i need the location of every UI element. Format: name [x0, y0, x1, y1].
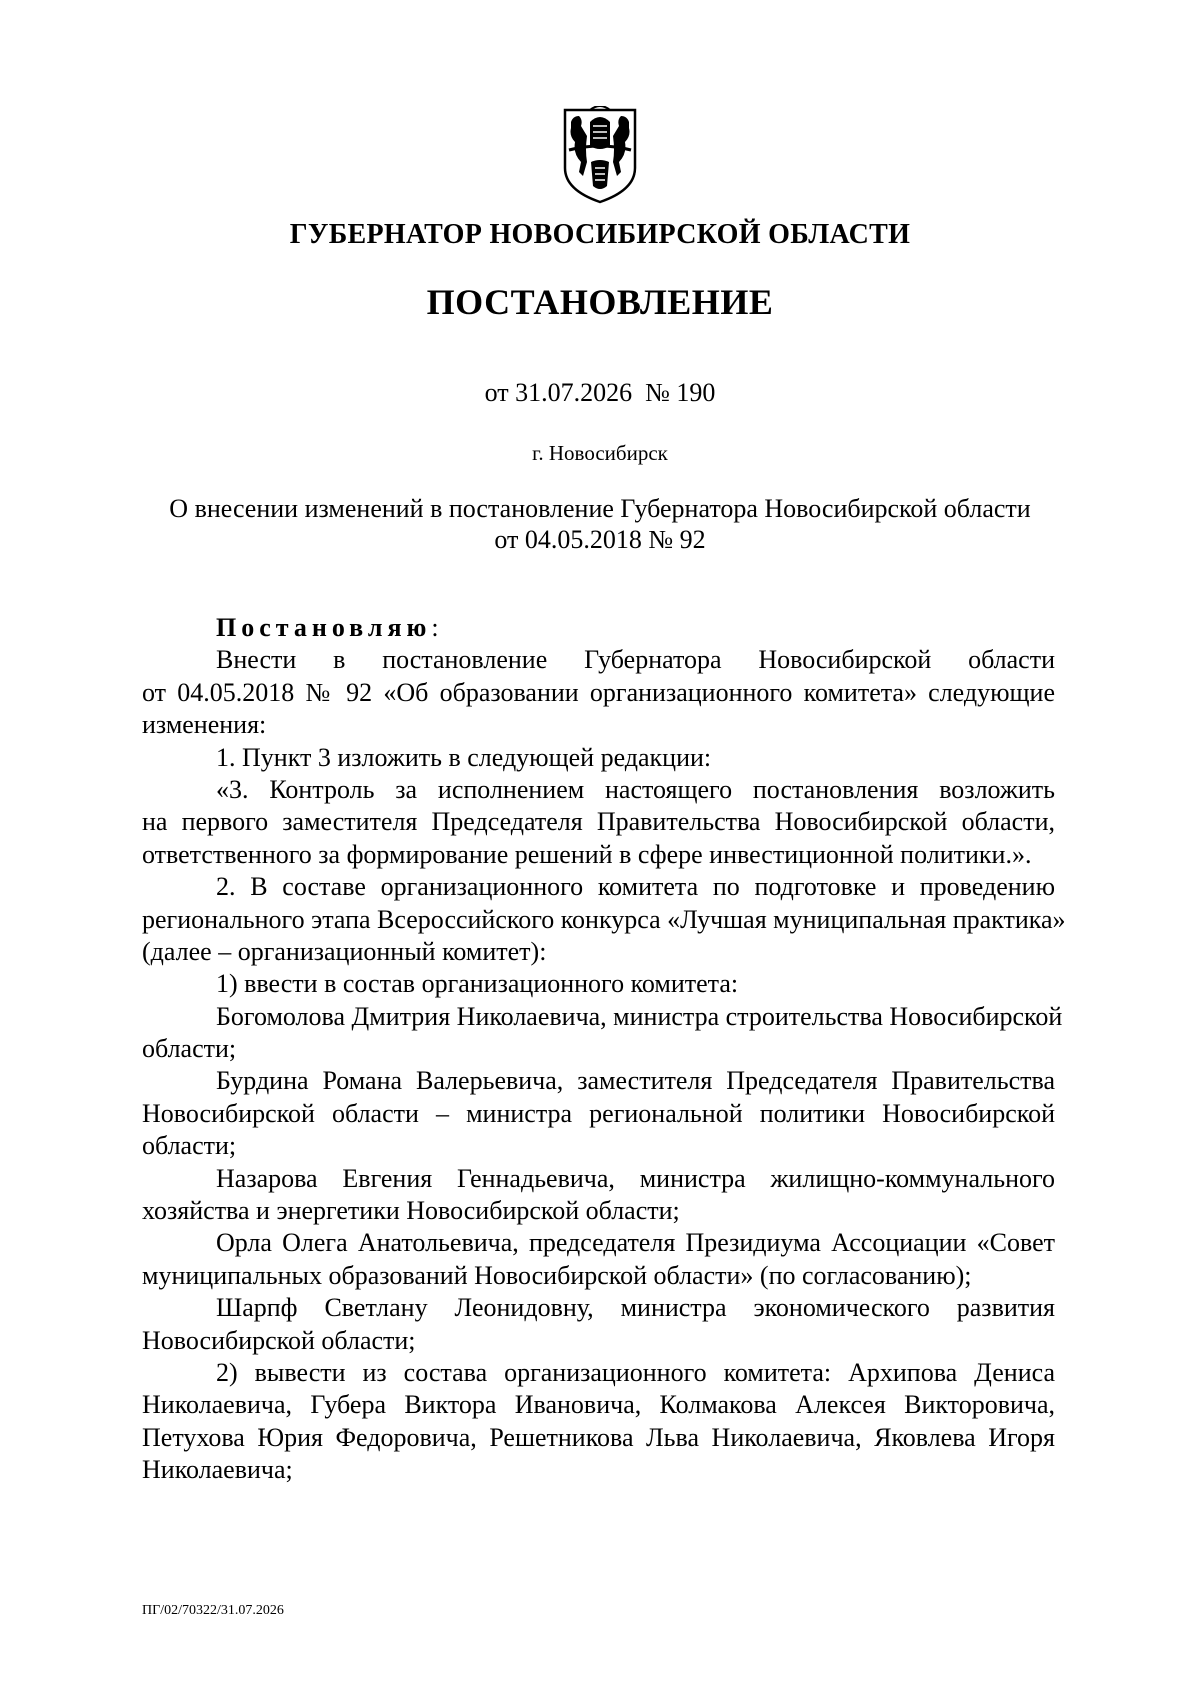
decree-heading — [142, 612, 1055, 644]
document-subject — [0, 493, 1200, 555]
document-date-number: от 31.07.2026 № 190 — [484, 378, 716, 407]
body-line: (далее – организационный комитет): — [142, 936, 547, 966]
body-line: Шарпф Светлану Леонидовну, министра экономического развития — [216, 1293, 1055, 1323]
body-line: Николаевича, Губера Виктора Ивановича, Колмакова Алексея Викторовича, — [142, 1390, 1055, 1420]
body-line: Новосибирской области – министра региональной политики Новосибирской — [142, 1098, 1055, 1128]
body-line: Внести в постановление Губернатора Новосибирской области — [216, 645, 1055, 675]
coat-of-arms-icon — [559, 106, 641, 204]
document-type-title: ПОСТАНОВЛЕНИЕ — [426, 282, 774, 322]
body-line: Николаевича; — [142, 1455, 293, 1485]
body-line: от 04.05.2018 № 92 «Об образовании организационного комитета» следующие — [142, 677, 1055, 707]
body-line: 1) ввести в состав организационного комитета: — [216, 969, 739, 999]
document-body — [142, 612, 1066, 1487]
subject-line: О внесении изменений в постановление Губернатора Новосибирской области — [169, 494, 1031, 523]
body-line: хозяйства и энергетики Новосибирской области; — [142, 1196, 680, 1226]
body-line: Назарова Евгения Геннадьевича, министра жилищно-коммунального — [216, 1163, 1055, 1193]
body-line: ответственного за формирование решений в сфере инвестиционной политики.». — [142, 839, 1032, 869]
body-line: Новосибирской области; — [142, 1325, 416, 1355]
body-line: Бурдина Романа Валерьевича, заместителя Председателя Правительства — [216, 1066, 1055, 1096]
body-line: области; — [142, 1034, 237, 1064]
body-line: на первого заместителя Председателя Правительства Новосибирской области, — [142, 807, 1055, 837]
body-line: Орла Олега Анатольевича, председателя Президиума Ассоциации «Совет — [216, 1228, 1055, 1258]
subject-line: от 04.05.2018 № 92 — [494, 525, 706, 554]
body-line: регионального этапа Всероссийского конкурса «Лучшая муниципальная практика» — [142, 904, 1066, 934]
document-city: г. Новосибирск — [532, 441, 668, 465]
body-line: 1. Пункт 3 изложить в следующей редакции: — [216, 742, 712, 772]
body-line: 2) вывести из состава организационного комитета: Архипова Дениса — [216, 1357, 1055, 1387]
body-line: области; — [142, 1131, 237, 1161]
body-line: Петухова Юрия Федоровича, Решетникова Льва Николаевича, Яковлева Игоря — [142, 1422, 1055, 1452]
decree-word: Постановляю — [216, 613, 432, 642]
decree-colon: : — [431, 613, 439, 642]
body-line: «3. Контроль за исполнением настоящего постановления возложить — [216, 774, 1055, 804]
body-line: Богомолова Дмитрия Николаевича, министра строительства Новосибирской — [216, 1001, 1063, 1031]
body-line: 2. В составе организационного комитета по подготовке и проведению — [216, 872, 1055, 902]
body-line: муниципальных образований Новосибирской области» (по согласованию); — [142, 1260, 972, 1290]
body-line: изменения: — [142, 710, 267, 740]
issuing-authority: ГУБЕРНАТОР НОВОСИБИРСКОЙ ОБЛАСТИ — [289, 219, 911, 250]
document-registration-code: ПГ/02/70322/31.07.2026 — [142, 1603, 284, 1618]
